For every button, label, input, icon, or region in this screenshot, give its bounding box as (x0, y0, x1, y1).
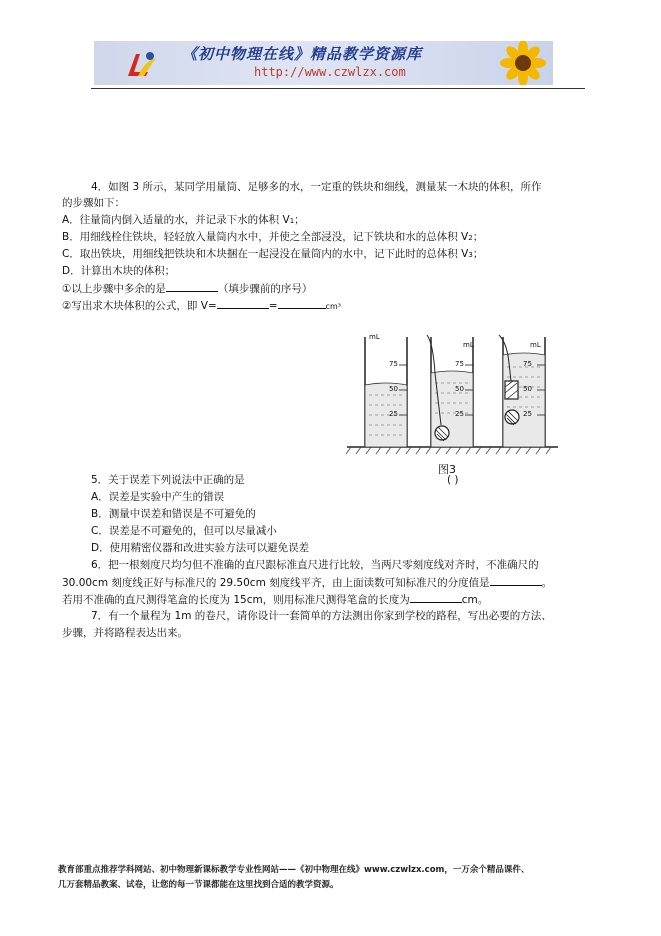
footer-line-1: 教育部重点推荐学科网站、初中物理新课标教学专业性网站——《初中物理在线》www.czwlzx.com，一万余个精品课件、 (58, 865, 530, 875)
cylinder-2 (427, 335, 473, 447)
page-footer (58, 863, 618, 893)
q6-line-3: 若用不准确的直尺测得笔盒的长度为 15cm，则用标准尺测得笔盒的长度为 cm。 (62, 594, 489, 606)
q5-option-b: B．测量中误差和错误是不可避免的 (91, 508, 256, 520)
answer-blank[interactable] (166, 281, 218, 292)
cylinder-3 (499, 335, 545, 447)
q7-line-2: 步骤，并将路程表达出来。 (62, 627, 188, 639)
q4-step-c: C．取出铁块，用细线把铁块和木块捆在一起浸没在量筒内的水中，记下此时的总体积 V3； (62, 248, 484, 260)
cyl2-tick-75: 75 (455, 360, 464, 368)
q6-line-1: 6．把一根刻度尺均匀但不准确的直尺跟标准直尺进行比较，当两尺零刻度线对齐时，不准确尺的 (91, 559, 539, 571)
q5-option-c: C．误差是不可避免的，但可以尽量减小 (91, 525, 277, 537)
banner-url[interactable]: http://www.czwlzx.com (254, 65, 406, 79)
cyl1-tick-50: 50 (389, 385, 398, 393)
cyl1-tick-75: 75 (389, 360, 398, 368)
footer-line-2: 几万套精品教案、试卷，让您的每一节课都能在这里找到合适的教学资源。 (58, 880, 339, 890)
q4-step-a: A．往量筒内倒入适量的水，并记录下水的体积 V1； (62, 214, 305, 226)
cyl2-tick-25: 25 (455, 410, 464, 418)
answer-blank[interactable] (490, 575, 542, 586)
q5-stem: 5．关于误差下列说法中正确的是 (91, 474, 245, 486)
cyl1-unit-label: mL (369, 333, 380, 341)
answer-blank[interactable] (278, 298, 326, 309)
q4-intro-line-1: 4．如图 3 所示，某同学用量筒、足够多的水，一定重的铁块和细线，测量某一木块的体积，所作 (91, 181, 542, 193)
q4-subquestion-1: ①以上步骤中多余的是 （填步骤前的序号） (62, 283, 313, 295)
cyl2-tick-50: 50 (455, 385, 464, 393)
figure-caption: 图3 (438, 463, 456, 476)
sunflower-icon (493, 41, 549, 85)
q5-option-a: A．误差是实验中产生的错误 (91, 491, 225, 503)
cyl3-tick-25: 25 (523, 410, 532, 418)
cylinder-1 (365, 337, 407, 447)
q4-step-b: B．用细线栓住铁块，轻轻放入量筒内水中，并使之全部浸没，记下铁块和水的总体积 V2； (62, 231, 484, 243)
q4-intro-line-2: 的步骤如下： (62, 197, 125, 209)
q5-answer-bracket[interactable]: ( ) (447, 474, 459, 486)
cyl1-tick-25: 25 (389, 410, 398, 418)
answer-blank[interactable] (217, 298, 269, 309)
banner-title: 《初中物理在线》精品教学资源库 (182, 45, 423, 63)
header-banner (94, 41, 553, 85)
q6-line-2: 30.00cm 刻度线正好与标准尺的 29.50cm 刻度线平齐，由上面读数可知标准尺的分度值是 。 (62, 577, 553, 589)
site-logo-icon (122, 46, 158, 82)
figure-graduated-cylinders (345, 333, 560, 457)
q7-line-1: 7．有一个量程为 1m 的卷尺，请你设计一套简单的方法测出你家到学校的路程，写出必要的方法、 (91, 610, 552, 622)
cyl3-tick-75: 75 (523, 360, 532, 368)
header-divider (91, 88, 585, 89)
cyl3-unit-label: mL (530, 341, 541, 349)
cyl2-unit-label: mL (463, 341, 474, 349)
answer-blank[interactable] (410, 592, 462, 603)
q4-subquestion-2: ②写出求木块体积的公式，即 V= = cm³ (62, 300, 341, 312)
q4-step-d: D．计算出木块的体积； (62, 265, 176, 277)
cyl3-tick-50: 50 (523, 385, 532, 393)
q5-option-d: D．使用精密仪器和改进实验方法可以避免误差 (91, 542, 310, 554)
